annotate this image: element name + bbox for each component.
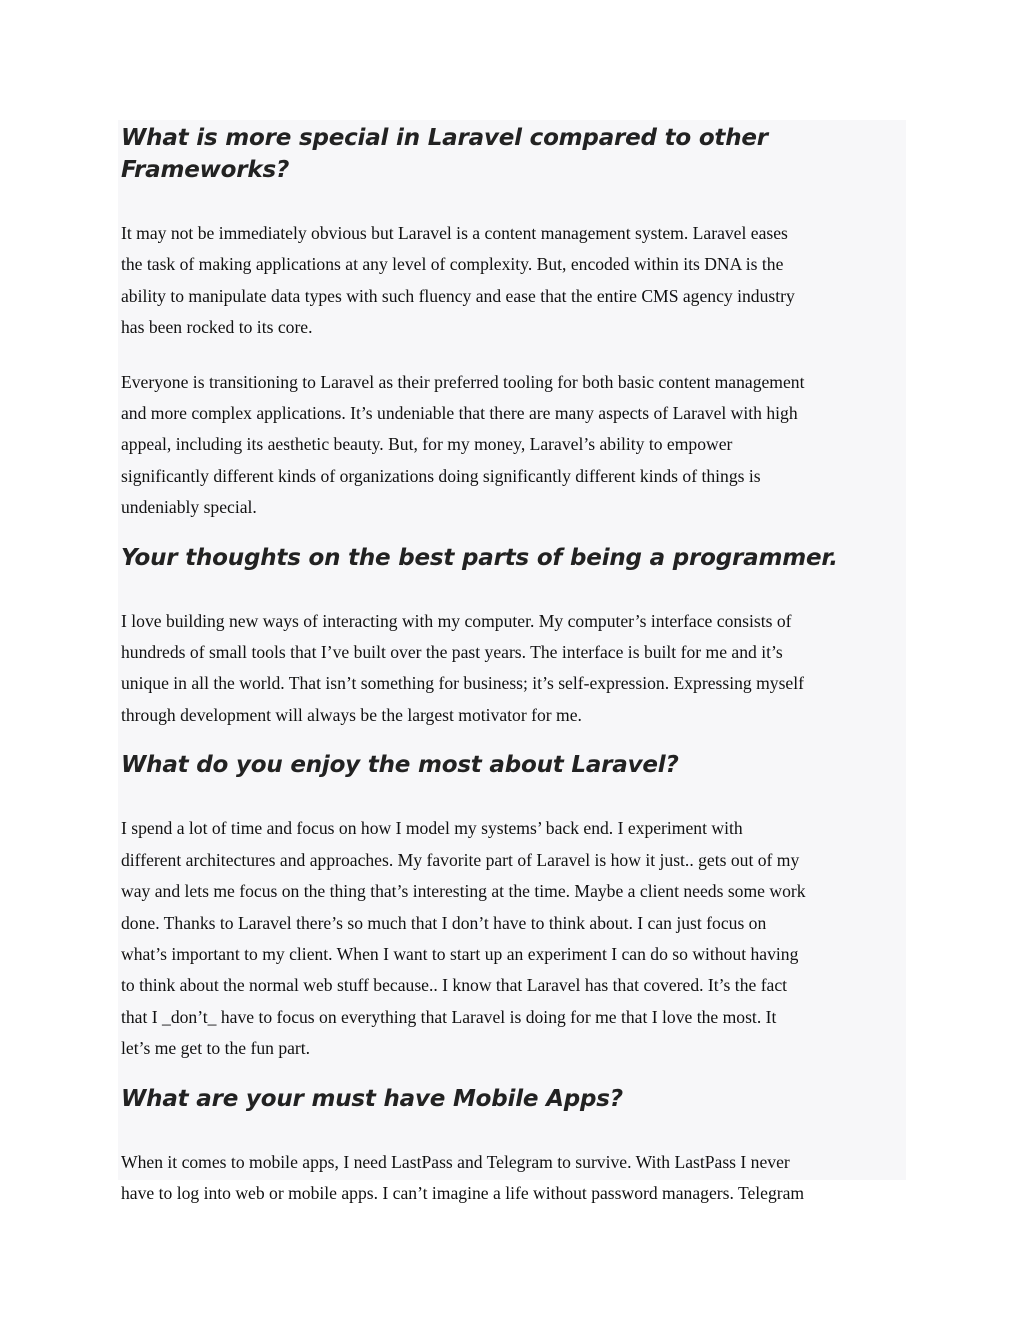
text-line: I love building new ways of interacting with my computer. My computer’s interface consists of xyxy=(121,610,792,631)
text-line: different architectures and approaches. My favorite part of Laravel is how it just.. gets out of my xyxy=(121,849,800,870)
text-line: and more complex applications. It’s undeniable that there are many aspects of Laravel with high xyxy=(121,403,798,424)
text-line: Everyone is transitioning to Laravel as their preferred tooling for both basic content management xyxy=(121,371,805,392)
text-line: to think about the normal web stuff because.. I know that Laravel has that covered. It’s the fact xyxy=(121,975,788,996)
text-line: way and lets me focus on the thing that’s interesting at the time. Maybe a client needs some work xyxy=(121,881,806,902)
text-line: ability to manipulate data types with such fluency and ease that the entire CMS agency industry xyxy=(121,285,795,306)
text-line: I spend a lot of time and focus on how I model my systems’ back end. I experiment with xyxy=(121,818,743,839)
paragraph xyxy=(121,813,906,1064)
text-line: have to log into web or mobile apps. I can’t imagine a life without password managers. Telegram xyxy=(121,1182,805,1203)
text-line: appeal, including its aesthetic beauty. But, for my money, Laravel’s ability to empower xyxy=(121,434,733,455)
section-heading: What is more special in Laravel compared to other Frameworks? xyxy=(121,125,768,183)
text-line: through development will always be the largest motivator for me. xyxy=(121,704,582,725)
text-line: When it comes to mobile apps, I need LastPass and Telegram to survive. With LastPass I never xyxy=(121,1151,790,1172)
text-line: It may not be immediately obvious but Laravel is a content management system. Laravel eases xyxy=(121,223,788,243)
section-heading: What are your must have Mobile Apps? xyxy=(121,1085,623,1112)
section-heading: Your thoughts on the best parts of being a programmer. xyxy=(121,544,838,571)
text-line: that I _don’t_ have to focus on everything that Laravel is doing for me that I love the most. It xyxy=(121,1006,777,1027)
paragraph xyxy=(121,218,906,344)
text-line: what’s important to my client. When I want to start up an experiment I can do so without having xyxy=(121,943,799,964)
text-line: unique in all the world. That isn’t something for business; it’s self-expression. Expressing myself xyxy=(121,673,804,694)
text-line: undeniably special. xyxy=(121,497,257,518)
paragraph xyxy=(121,606,906,732)
text-line: done. Thanks to Laravel there’s so much that I don’t have to think about. I can just focus on xyxy=(121,912,767,933)
text-line: let’s me get to the fun part. xyxy=(121,1038,311,1059)
paragraph xyxy=(121,367,906,524)
text-line: the task of making applications at any level of complexity. But, encoded within its DNA is the xyxy=(121,254,784,275)
section-heading: What do you enjoy the most about Laravel? xyxy=(121,752,679,779)
paragraph xyxy=(121,1147,906,1210)
text-line: hundreds of small tools that I’ve built over the past years. The interface is built for me and it’s xyxy=(121,642,783,663)
text-line: has been rocked to its core. xyxy=(121,317,313,338)
text-line: significantly different kinds of organizations doing significantly different kinds of things is xyxy=(121,465,761,486)
article-content xyxy=(118,120,906,1203)
